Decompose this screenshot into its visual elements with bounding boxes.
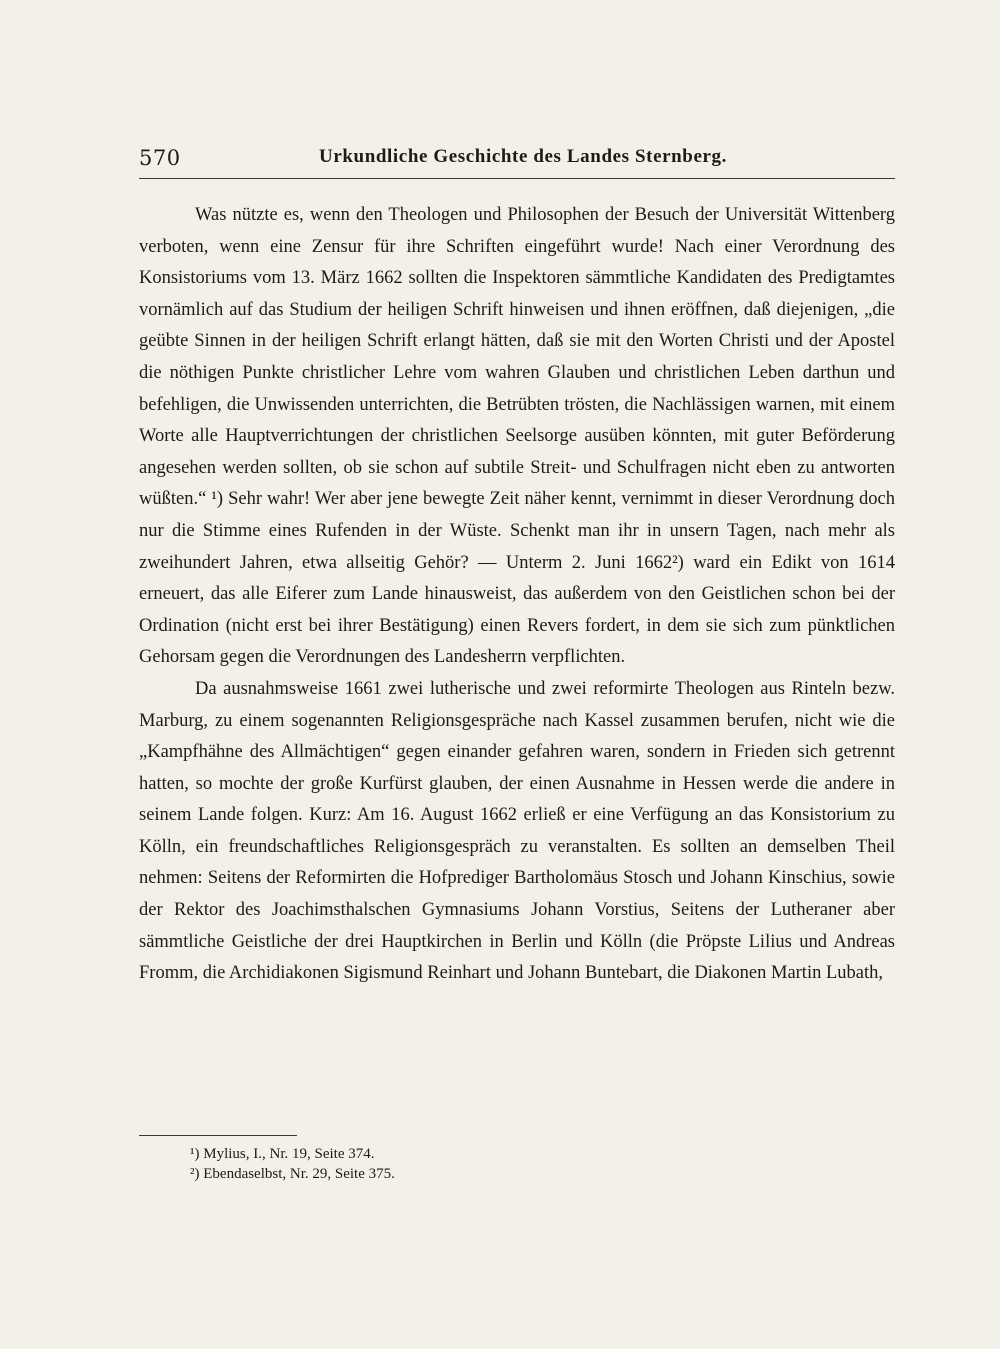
- footnotes: [190, 1144, 790, 1184]
- footnote-divider: [139, 1135, 297, 1136]
- paragraph-2: Da ausnahmsweise 1661 zwei lutherische und zwei reformirte Theologen aus Rinteln bezw. Marburg, zu einem sogenannten Religionsgespräche nach Kassel zusammen berufen, nicht wie die „Kampfhähne des Allmächtigen“ gegen einander gefahren waren, sondern in Frieden sich getrennt hatten, so mochte der große Kurfürst glauben, der einen Ausnahme in Hessen werde die andere in seinem Lande folgen. Kurz: Am 16. August 1662 erließ er eine Verfügung an das Konsistorium zu Kölln, ein freundschaftliches Religionsgespräch zu veranstalten. Es sollten an demselben Theil nehmen: Seitens der Reformirten die Hofprediger Bartholomäus Stosch und Johann Kinschius, sowie der Rektor des Joachimsthalschen Gymnasiums Johann Vorstius, Seitens der Lutheraner aber sämmtliche Geistliche der drei Hauptkirchen in Berlin und Kölln (die Pröpste Lilius und Andreas Fromm, die Archidiakonen Sigismund Reinhart und Johann Buntebart, die Diakonen Martin Lubath,: [139, 678, 895, 984]
- page-header: [139, 144, 895, 179]
- footnote-1: ¹) Mylius, I., Nr. 19, Seite 374.: [190, 1146, 375, 1162]
- page-number: 570: [139, 146, 181, 170]
- paragraph-1: Was nützte es, wenn den Theologen und Philosophen der Besuch der Universität Wittenberg verboten, wenn eine Zensur für ihre Schriften eingeführt wurde! Nach einer Verordnung des Konsistoriums vom 13. März 1662 sollten die Inspektoren sämmtliche Kandidaten des Predigtamtes vornämlich auf das Studium der heiligen Schrift hinweisen und ihnen eröffnen, daß diejenigen, „die geübte Sinnen in der heiligen Schrift erlangt hätten, daß sie mit den Worten Christi und der Apostel die nöthigen Punkte christlicher Lehre vom wahren Glauben und christlichen Leben darthun und befehligen, die Unwissenden unterrichten, die Betrübten trösten, die Nachlässigen warnen, mit einem Worte alle Hauptverrichtungen der christlichen Seelsorge ausüben könnten, mit guter Beförderung angesehen werden sollten, ob sie schon auf subtile Streit- und Schulfragen nicht eben zu antworten wüßten.“ ¹) Sehr wahr! Wer aber jene bewegte Zeit näher kennt, vernimmt in dieser Verordnung doch nur die Stimme eines Rufenden in der Wüste. Schenkt man ihr in unsern Tagen, nach mehr als zweihundert Jahren, etwa allseitig Gehör? — Unterm 2. Juni 1662²) ward ein Edikt von 1614 erneuert, das alle Eiferer zum Lande hinausweist, das außerdem von den Geistlichen schon bei der Ordination (nicht erst bei ihrer Bestätigung) einen Revers fordert, in dem sie sich zum pünktlichen Gehorsam gegen die Verordnungen des Landesherrn verpflichten.: [139, 205, 895, 668]
- running-title: Urkundliche Geschichte des Landes Sternberg.: [319, 146, 727, 167]
- main-text: [139, 200, 895, 990]
- footnote-2: ²) Ebendaselbst, Nr. 29, Seite 375.: [190, 1166, 395, 1182]
